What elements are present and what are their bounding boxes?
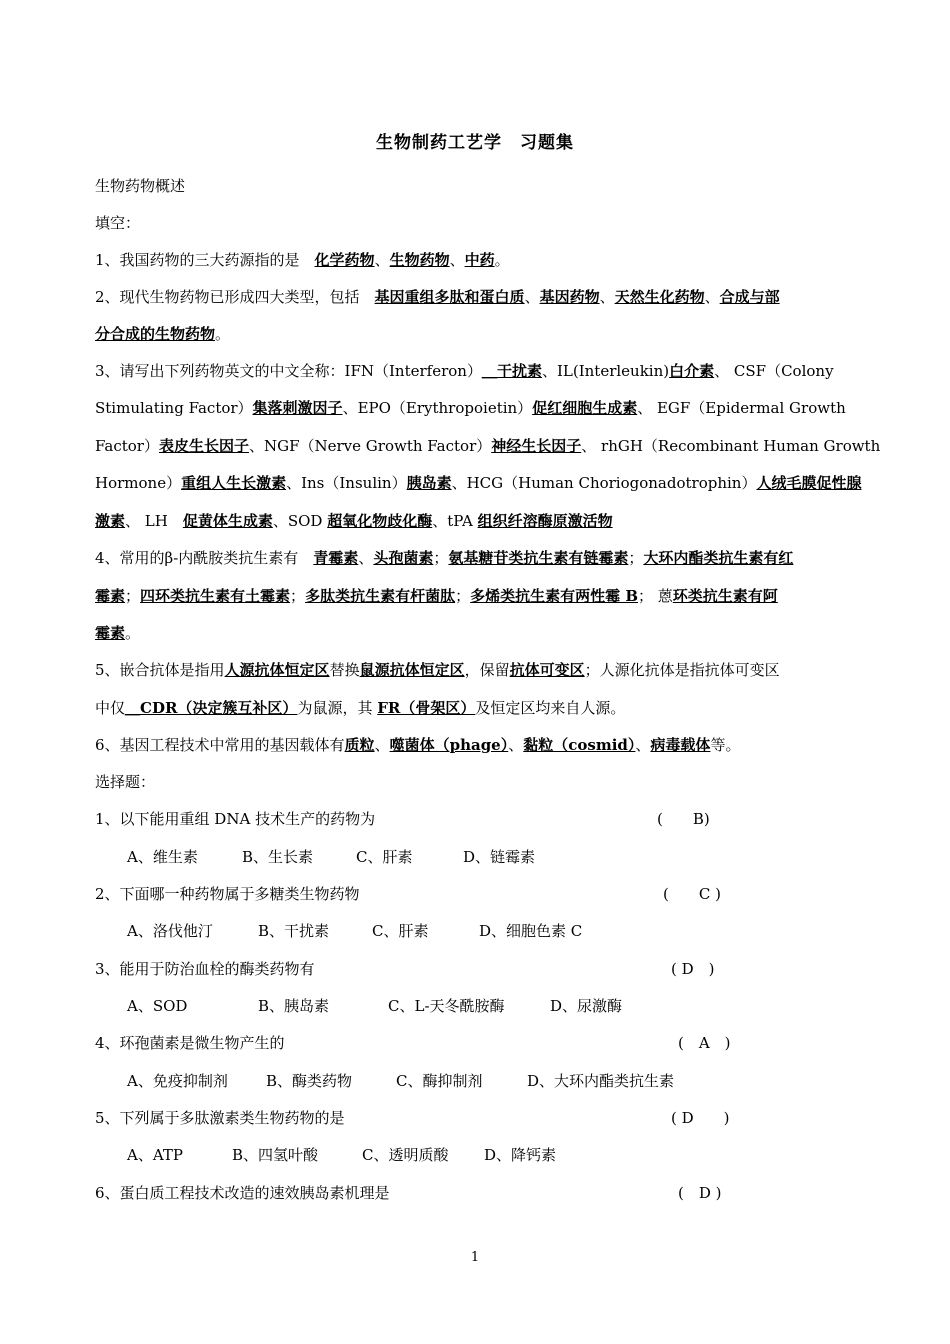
fill-q4-line2: 霉素；四环类抗生素有土霉素；多肽类抗生素有杆菌肽；多烯类抗生素有两性霉 B； 蒽环类抗生素有阿 (95, 587, 778, 605)
fill-q5-line1: 5、嵌合抗体是指用人源抗体恒定区替换鼠源抗体恒定区，保留抗体可变区；人源化抗体是指抗体可变区 (95, 661, 780, 679)
choice-option: D、尿激酶 (550, 997, 623, 1015)
choice-heading: 选择题： (95, 773, 156, 791)
choice-option: D、降钙素 (484, 1146, 557, 1164)
choice-option: D、链霉素 (463, 848, 536, 866)
choice-answer: ( D ) (678, 1184, 722, 1202)
fill-q1: 1、我国药物的三大药源指的是 化学药物、生物药物、中药。 (95, 251, 510, 269)
choice-option: C、肝素 (356, 848, 413, 866)
fill-q3-line1: 3、请写出下列药物英文的中文全称：IFN（Interferon）＿干扰素、IL(Interleukin)白介素、 CSF（Colony (95, 362, 834, 380)
page-number: 1 (470, 1250, 480, 1265)
section-heading: 生物药物概述 (95, 177, 186, 195)
choice-option: D、细胞色素 C (479, 922, 583, 940)
choice-option: A、维生素 (127, 848, 198, 866)
choice-question: 2、下面哪一种药物属于多糖类生物药物 (95, 885, 360, 903)
choice-option: C、肝素 (372, 922, 429, 940)
choice-option: B、生长素 (242, 848, 314, 866)
choice-answer: ( C ) (663, 885, 721, 903)
fill-q2-line1: 2、现代生物药物已形成四大类型，包括 基因重组多肽和蛋白质、基因药物、天然生化药物、合成与部 (95, 288, 780, 306)
fill-q4-line3: 霉素。 (95, 624, 141, 642)
choice-question: 6、蛋白质工程技术改造的速效胰岛素机理是 (95, 1184, 390, 1202)
choice-option: B、干扰素 (258, 922, 330, 940)
choice-answer: ( D ) (671, 960, 715, 978)
fill-q2-line2: 分合成的生物药物。 (95, 325, 231, 343)
choice-option: A、ATP (127, 1146, 183, 1164)
fill-heading: 填空： (95, 214, 141, 232)
fill-q6: 6、基因工程技术中常用的基因载体有质粒、噬菌体（phage）、黏粒（cosmid）、病毒载体等。 (95, 736, 741, 754)
fill-q5-line2: 中仅＿CDR（决定簇互补区）为鼠源，其 FR（骨架区）及恒定区均来自人源。 (95, 699, 626, 717)
choice-answer: ( B) (657, 810, 710, 828)
choice-option: B、酶类药物 (266, 1072, 353, 1090)
choice-option: C、透明质酸 (362, 1146, 449, 1164)
choice-answer: ( A ) (678, 1034, 731, 1052)
fill-q4-line1: 4、常用的β-内酰胺类抗生素有 青霉素、头孢菌素；氨基糖苷类抗生素有链霉素；大环内酯类抗生素有红 (95, 549, 794, 567)
choice-answer: ( D ) (671, 1109, 730, 1127)
choice-option: D、大环内酯类抗生素 (527, 1072, 675, 1090)
choice-question: 4、环孢菌素是微生物产生的 (95, 1034, 285, 1052)
choice-question: 5、下列属于多肽激素类生物药物的是 (95, 1109, 345, 1127)
choice-question: 1、以下能用重组 DNA 技术生产的药物为 (95, 810, 376, 828)
fill-q3-line2: Stimulating Factor）集落刺激因子、EPO（Erythropoietin）促红细胞生成素、 EGF（Epidermal Growth (95, 399, 846, 417)
choice-option: A、洛伐他汀 (127, 922, 213, 940)
choice-question: 3、能用于防治血栓的酶类药物有 (95, 960, 315, 978)
document-title: 生物制药工艺学 习题集 (376, 133, 574, 153)
choice-option: C、酶抑制剂 (396, 1072, 483, 1090)
choice-option: C、L-天冬酰胺酶 (388, 997, 505, 1015)
fill-q3-line4: Hormone）重组人生长激素、Ins（Insulin）胰岛素、HCG（Human Choriogonadotrophin）人绒毛膜促性腺 (95, 474, 862, 492)
fill-q3-line3: Factor）表皮生长因子、NGF（Nerve Growth Factor）神经生长因子、 rhGH（Recombinant Human Growth (95, 437, 881, 455)
choice-option: A、SOD (127, 997, 188, 1015)
fill-q3-line5: 激素、 LH 促黄体生成素、SOD 超氧化物歧化酶、tPA 组织纤溶酶原激活物 (95, 512, 613, 530)
choice-option: A、免疫抑制剂 (127, 1072, 228, 1090)
choice-option: B、四氢叶酸 (232, 1146, 319, 1164)
choice-option: B、胰岛素 (258, 997, 330, 1015)
